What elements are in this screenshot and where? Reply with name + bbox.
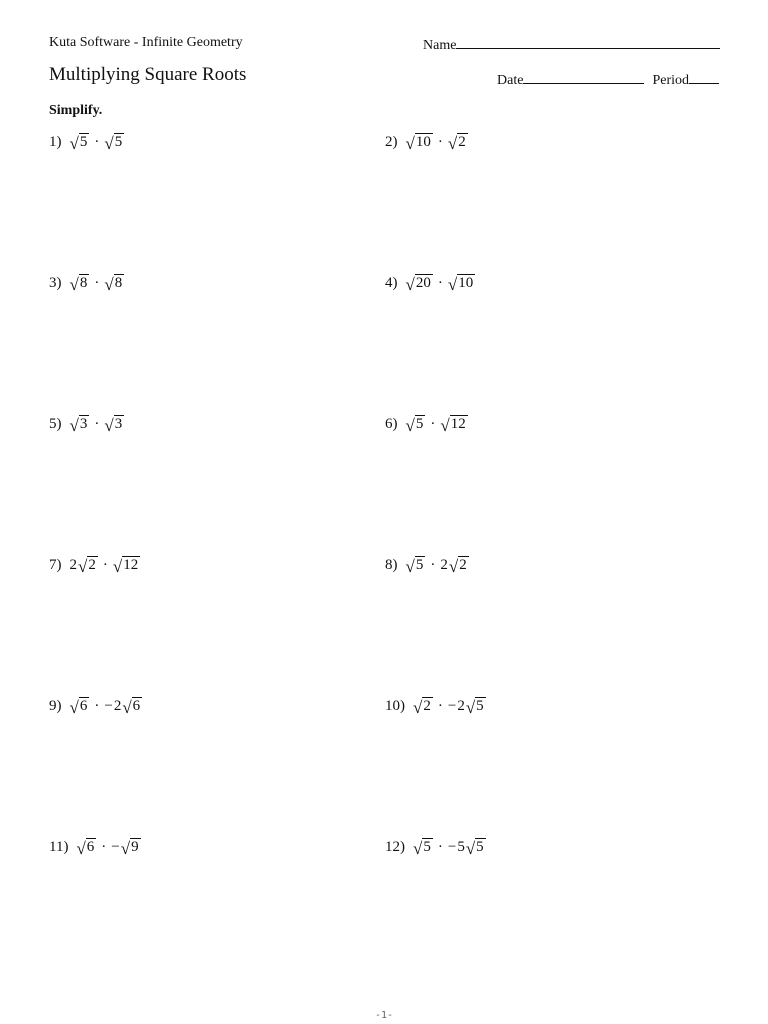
first-factor-radicand: 5 xyxy=(415,557,424,573)
multiply-dot: · xyxy=(437,133,443,150)
second-factor-square-root xyxy=(448,133,468,151)
first-factor-radicand: 3 xyxy=(79,416,88,432)
problem-number: 11) xyxy=(49,838,69,855)
problem-item xyxy=(385,274,475,292)
second-factor-coefficient: 2 xyxy=(440,556,448,573)
date-blank-line xyxy=(523,70,644,84)
problem-number: 10) xyxy=(385,697,405,714)
problem-item xyxy=(385,556,469,574)
radical-sign-icon: √ xyxy=(76,838,86,858)
second-factor-radicand: 5 xyxy=(476,839,484,855)
radical-sign-icon: √ xyxy=(405,415,415,435)
instructions: Simplify. xyxy=(49,103,103,118)
problem-expression xyxy=(413,838,486,856)
first-factor-square-root xyxy=(70,415,90,433)
radical-sign-icon: √ xyxy=(78,556,88,576)
second-factor-square-root xyxy=(466,838,486,856)
radical-sign-icon: √ xyxy=(112,556,123,576)
first-factor-radicand: 2 xyxy=(423,698,431,714)
first-factor-square-root xyxy=(406,415,426,433)
second-factor-radicand: 10 xyxy=(458,275,474,291)
problem-number: 5) xyxy=(49,415,62,432)
first-factor-radicand: 6 xyxy=(79,698,88,714)
second-factor-negative-sign: − xyxy=(447,697,457,714)
multiply-dot: · xyxy=(430,415,436,432)
problem-expression xyxy=(76,838,140,856)
radical-sign-icon: √ xyxy=(448,556,459,576)
first-factor-coefficient: 2 xyxy=(69,556,77,573)
radical-sign-icon: √ xyxy=(447,274,458,294)
problem-number: 9) xyxy=(49,697,62,714)
first-factor-radicand: 20 xyxy=(415,275,431,291)
worksheet-title: Multiplying Square Roots xyxy=(49,64,247,85)
problem-number: 2) xyxy=(385,133,398,150)
problem-expression xyxy=(70,415,125,433)
problem-item xyxy=(49,697,142,715)
name-label: Name xyxy=(423,38,457,53)
date-period-fields xyxy=(497,70,719,89)
second-factor-radicand: 3 xyxy=(114,416,123,432)
name-blank-line xyxy=(456,35,720,49)
multiply-dot: · xyxy=(437,274,443,291)
radical-sign-icon: √ xyxy=(104,133,114,153)
problem-item xyxy=(49,415,124,433)
radical-sign-icon: √ xyxy=(447,133,458,153)
multiply-dot: · xyxy=(101,838,107,855)
first-factor-square-root xyxy=(406,133,433,151)
problem-number: 3) xyxy=(49,274,62,291)
problem-expression xyxy=(406,415,468,433)
second-factor-negative-sign: − xyxy=(447,838,457,855)
first-factor-radicand: 5 xyxy=(423,839,431,855)
second-factor-coefficient: 2 xyxy=(113,697,122,714)
radical-sign-icon: √ xyxy=(413,697,423,717)
radical-sign-icon: √ xyxy=(69,133,79,153)
problem-number: 4) xyxy=(385,274,398,291)
problem-number: 8) xyxy=(385,556,398,573)
second-factor-radicand: 2 xyxy=(459,557,467,573)
radical-sign-icon: √ xyxy=(69,274,79,294)
problem-item xyxy=(385,133,468,151)
radical-sign-icon: √ xyxy=(405,133,415,153)
radical-sign-icon: √ xyxy=(104,274,114,294)
problem-item xyxy=(49,274,124,292)
second-factor-radicand: 12 xyxy=(450,416,466,432)
second-factor-square-root xyxy=(104,133,124,151)
problem-item xyxy=(49,556,140,574)
second-factor-square-root xyxy=(466,697,486,715)
first-factor-radicand: 5 xyxy=(415,416,424,432)
problem-expression xyxy=(70,274,125,292)
radical-sign-icon: √ xyxy=(405,556,415,576)
second-factor-square-root xyxy=(113,556,140,574)
radical-sign-icon: √ xyxy=(405,274,415,294)
problem-item xyxy=(49,838,141,856)
radical-sign-icon: √ xyxy=(69,415,79,435)
first-factor-square-root xyxy=(406,274,433,292)
second-factor-negative-sign: − xyxy=(111,838,120,855)
radical-sign-icon: √ xyxy=(440,415,450,435)
multiply-dot: · xyxy=(94,133,100,150)
problem-item xyxy=(49,133,124,151)
period-label: Period xyxy=(652,73,689,88)
first-factor-square-root xyxy=(76,838,96,856)
first-factor-radicand: 5 xyxy=(79,134,88,150)
multiply-dot: · xyxy=(94,415,100,432)
multiply-dot: · xyxy=(94,274,100,291)
multiply-dot: · xyxy=(430,556,436,573)
first-factor-square-root xyxy=(406,556,426,574)
multiply-dot: · xyxy=(94,697,100,714)
problem-expression xyxy=(70,556,141,574)
date-label: Date xyxy=(497,73,524,88)
radical-sign-icon: √ xyxy=(104,415,114,435)
second-factor-radicand: 5 xyxy=(114,134,123,150)
second-factor-radicand: 8 xyxy=(114,275,123,291)
problem-expression xyxy=(406,274,476,292)
second-factor-square-root xyxy=(121,838,141,856)
first-factor-square-root xyxy=(70,133,90,151)
problem-expression xyxy=(70,697,143,715)
second-factor-square-root xyxy=(122,697,142,715)
first-factor-square-root xyxy=(78,556,98,574)
second-factor-radicand: 5 xyxy=(476,698,484,714)
second-factor-square-root xyxy=(448,274,475,292)
problem-item xyxy=(385,415,468,433)
first-factor-radicand: 6 xyxy=(86,839,95,855)
first-factor-radicand: 8 xyxy=(79,275,88,291)
problem-number: 12) xyxy=(385,838,405,855)
name-field xyxy=(423,35,720,54)
second-factor-radicand: 12 xyxy=(123,557,139,573)
second-factor-radicand: 2 xyxy=(458,134,466,150)
first-factor-square-root xyxy=(413,838,433,856)
problem-expression xyxy=(406,556,469,574)
problem-number: 1) xyxy=(49,133,62,150)
first-factor-square-root xyxy=(70,274,90,292)
second-factor-coefficient: 2 xyxy=(457,697,465,714)
first-factor-radicand: 2 xyxy=(88,557,96,573)
first-factor-square-root xyxy=(70,697,90,715)
second-factor-radicand: 9 xyxy=(131,839,139,855)
radical-sign-icon: √ xyxy=(120,838,131,858)
problem-number: 7) xyxy=(49,556,62,573)
second-factor-square-root xyxy=(104,415,124,433)
radical-sign-icon: √ xyxy=(465,838,476,858)
radical-sign-icon: √ xyxy=(413,838,423,858)
radical-sign-icon: √ xyxy=(465,697,476,717)
radical-sign-icon: √ xyxy=(122,697,132,717)
second-factor-coefficient: 5 xyxy=(457,838,465,855)
period-blank-line xyxy=(689,70,719,84)
second-factor-square-root xyxy=(104,274,124,292)
radical-sign-icon: √ xyxy=(69,697,79,717)
second-factor-radicand: 6 xyxy=(132,698,141,714)
first-factor-square-root xyxy=(413,697,433,715)
multiply-dot: · xyxy=(102,556,108,573)
second-factor-negative-sign: − xyxy=(104,697,113,714)
first-factor-radicand: 10 xyxy=(415,134,431,150)
page-number: -1- xyxy=(374,1010,394,1021)
second-factor-square-root xyxy=(440,415,467,433)
multiply-dot: · xyxy=(437,838,443,855)
problem-item xyxy=(385,697,486,715)
publisher-label: Kuta Software - Infinite Geometry xyxy=(49,35,243,50)
multiply-dot: · xyxy=(437,697,443,714)
problem-expression xyxy=(70,133,125,151)
problem-item xyxy=(385,838,486,856)
problem-number: 6) xyxy=(385,415,398,432)
problem-expression xyxy=(406,133,468,151)
problem-expression xyxy=(413,697,486,715)
second-factor-square-root xyxy=(449,556,469,574)
